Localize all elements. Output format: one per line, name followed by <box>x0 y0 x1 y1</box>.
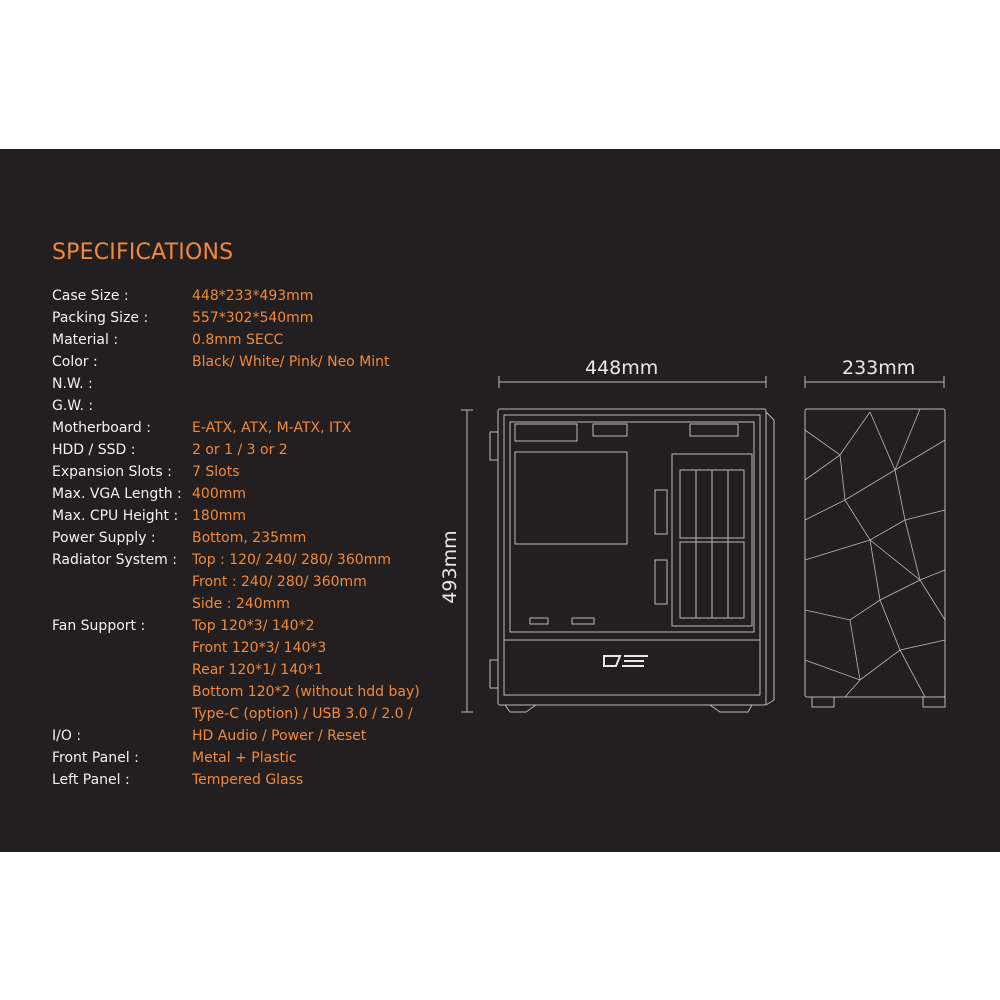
spec-label: G.W. : <box>52 398 94 414</box>
spec-value: Tempered Glass <box>192 772 304 788</box>
spec-value: E-ATX, ATX, M-ATX, ITX <box>192 420 352 436</box>
spec-label: I/O : <box>52 728 82 744</box>
case-front-view <box>805 409 945 707</box>
spec-label: Max. CPU Height : <box>52 508 179 524</box>
spec-label: Material : <box>52 332 119 348</box>
spec-label: Expansion Slots : <box>52 464 172 480</box>
spec-value: 448*233*493mm <box>192 288 314 304</box>
depth-dimension-line <box>805 376 944 388</box>
spec-value: Bottom, 235mm <box>192 530 307 546</box>
front-panel-geometric-pattern <box>805 409 945 697</box>
spec-label: Power Supply : <box>52 530 156 546</box>
width-dimension-label: 448mm <box>585 357 659 379</box>
spec-label: Front Panel : <box>52 750 139 766</box>
spec-value: HD Audio / Power / Reset <box>192 728 367 744</box>
width-dimension-line <box>499 376 766 388</box>
depth-dimension-label: 233mm <box>842 357 916 379</box>
spec-value: Top : 120/ 240/ 280/ 360mm <box>192 552 391 568</box>
page-title: SPECIFICATIONS <box>52 240 234 265</box>
spec-value: 400mm <box>192 486 246 502</box>
spec-label: Radiator System : <box>52 552 177 568</box>
height-dimension-line <box>461 410 473 712</box>
spec-label: Case Size : <box>52 288 129 304</box>
spec-value: Black/ White/ Pink/ Neo Mint <box>192 354 390 370</box>
spec-value: Front 120*3/ 140*3 <box>192 640 327 656</box>
spec-value: Top 120*3/ 140*2 <box>192 618 315 634</box>
spec-value: Front : 240/ 280/ 360mm <box>192 574 367 590</box>
spec-value: Type-C (option) / USB 3.0 / 2.0 / <box>192 706 413 722</box>
spec-label: HDD / SSD : <box>52 442 136 458</box>
spec-label: Motherboard : <box>52 420 151 436</box>
spec-value: Bottom 120*2 (without hdd bay) <box>192 684 420 700</box>
spec-value: 557*302*540mm <box>192 310 314 326</box>
spec-value: Rear 120*1/ 140*1 <box>192 662 323 678</box>
height-dimension-label: 493mm <box>439 530 461 604</box>
spec-value: 180mm <box>192 508 246 524</box>
spec-value: 2 or 1 / 3 or 2 <box>192 442 288 458</box>
spec-value: Metal + Plastic <box>192 750 297 766</box>
spec-value: 0.8mm SECC <box>192 332 284 348</box>
spec-label: Packing Size : <box>52 310 149 326</box>
spec-label: Fan Support : <box>52 618 146 634</box>
spec-label: Color : <box>52 354 98 370</box>
darkflash-logo <box>604 656 648 666</box>
spec-value: 7 Slots <box>192 464 240 480</box>
spec-value: Side : 240mm <box>192 596 290 612</box>
spec-label: N.W. : <box>52 376 93 392</box>
spec-label: Max. VGA Length : <box>52 486 182 502</box>
spec-label: Left Panel : <box>52 772 130 788</box>
